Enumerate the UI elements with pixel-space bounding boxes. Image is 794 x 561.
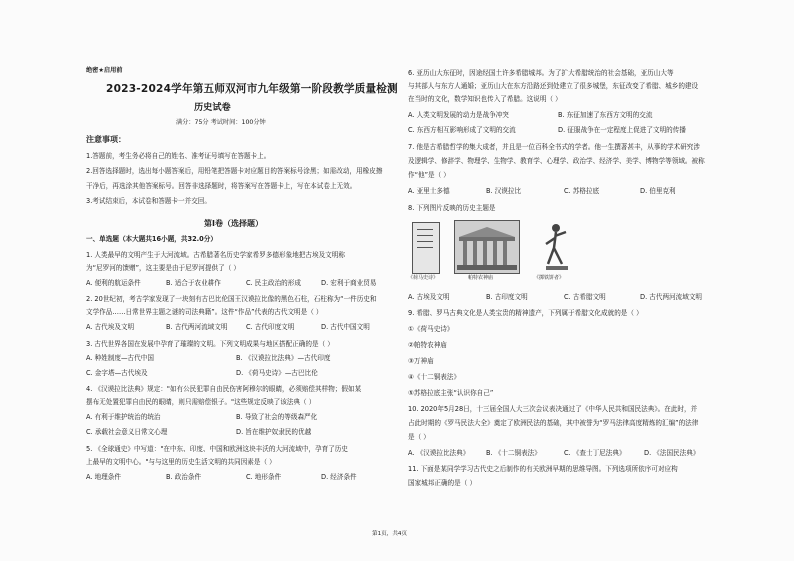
question-1-line: 为“尼罗河的馈赠”，这主要是由于尼罗河提供了（ ）	[86, 264, 240, 272]
question-10-line: 占此时期的《罗马民法大全》奠定了欧洲民法的基础，其中被誉为“罗马法律高度精炼的汇编”的法律	[408, 419, 699, 427]
question-2-line: 2. 20世纪初，考古学家发现了一块刻有古巴比伦国王汉谟拉比像的黑色石柱，石柱称为“一件历史和	[86, 295, 377, 303]
question-3-option-b[interactable]: B. 《汉谟拉比法典》—古代印度	[236, 354, 331, 362]
question-5-option-b[interactable]: B. 政治条件	[166, 473, 202, 481]
statue-icon	[542, 220, 572, 272]
question-7-line: 及逻辑学、修辞学、物理学、生物学、教育学、心理学、政治学、经济学、美学、博物学等领域。被称	[408, 157, 705, 165]
image-caption: 《掷铁饼者》	[534, 275, 565, 281]
question-4-line: 摆布无处置犯罪自由民的眼睛，则只需赔偿银子。"这些规定反映了该法典（ ）	[86, 398, 316, 406]
exam-title: 2023-2024学年第五师双河市九年级第一阶段教学质量检测	[106, 83, 398, 95]
note-item: 干净后，再选涂其他答案标号。回答非选择题时，将答案写在答题卡上，写在本试卷上无效。	[86, 182, 357, 190]
question-6-option-b[interactable]: B. 东征加速了东西方文明的交流	[558, 111, 653, 119]
question-3-option-c[interactable]: C. 金字塔—古代埃及	[86, 369, 148, 377]
question-4-line: 4. 《汉谟拉比法典》规定："如有公民犯罪自由民伤害阿穆尔的眼睛，必须赔偿其样物；假如某	[86, 385, 362, 393]
question-11-line: 11. 下面是某同学学习古代史之后制作的有关欧洲早期的思维导图。下列选项所依序可对应构	[408, 465, 678, 473]
question-7-option-b[interactable]: B. 汉谟拉比	[486, 187, 522, 195]
question-8-option-b[interactable]: B. 古印度文明	[486, 293, 528, 301]
question-7-option-d[interactable]: D. 伯里克利	[640, 187, 676, 195]
image-caption: 《荷马史诗》	[408, 275, 439, 281]
question-6-option-c[interactable]: C. 东西方相互影响形成了文明的交流	[408, 126, 516, 134]
question-10-line: 10. 2020年5月28日，十三届全国人大三次会议表决通过了《中华人民共和国民法典》。在此时，并	[408, 405, 698, 413]
question-7-line: 7. 他是古希腊哲学的集大成者，并且是一位百科全书式的学者。他一生撰著甚丰，从事的学术研究涉	[408, 143, 700, 151]
question-9-item: ①《荷马史诗》	[408, 325, 454, 333]
question-1-option-d[interactable]: D. 宏利于商业贸易	[321, 279, 377, 287]
question-1-option-a[interactable]: A. 便利的航运条件	[86, 279, 141, 287]
question-5-option-a[interactable]: A. 地理条件	[86, 473, 121, 481]
question-4-option-c[interactable]: C. 承载社会意义日常文心理	[86, 428, 168, 436]
question-7-line: 作“他”是（ ）	[408, 171, 450, 179]
question-5-option-c[interactable]: C. 地形条件	[246, 473, 282, 481]
question-10-option-b[interactable]: B. 《十二铜表法》	[486, 449, 541, 457]
question-8-line: 8. 下列图片反映的历史主题是	[408, 204, 496, 212]
question-7-option-a[interactable]: A. 亚里士多德	[408, 187, 450, 195]
question-2-line: 文学作品……日常世界主题之谜的司法典籍”。这件“作品”代表的古代文明是（ ）	[86, 308, 323, 316]
question-6-line: 与其部人与东方人通婚；亚历山大在东方沿路还到处建立了很多城堡，东征改变了希腊、城乡的建设	[408, 82, 699, 90]
question-3-option-d[interactable]: D. 《荷马史诗》—古巴比伦	[236, 369, 318, 377]
question-8-images	[408, 220, 708, 290]
note-item: 1.答题前，考生务必将自己的姓名、准考证号填写在答题卡上。	[86, 152, 271, 160]
question-6-option-d[interactable]: D. 征服战争在一定程度上促进了文明的传播	[558, 126, 686, 134]
part1-heading: 第Ⅰ卷（选择题）	[204, 219, 263, 228]
question-8-option-a[interactable]: A. 古埃及文明	[408, 293, 450, 301]
question-4-option-b[interactable]: B. 导致了社会的等级森严化	[236, 413, 318, 421]
question-5-line: 5. 《全球通史》中写道："在中东、印度、中国和欧洲这块丰沃的大河流域中，孕育了历史	[86, 445, 348, 453]
question-8-option-d[interactable]: D. 古代两河流域文明	[640, 293, 703, 301]
question-9-item: ③万神庙	[408, 357, 434, 365]
question-1-option-b[interactable]: B. 适合于农业耕作	[166, 279, 221, 287]
question-10-line: 是（ ）	[408, 433, 430, 441]
section-heading: 一、单选题（本大题共16小题，共32.0分）	[86, 235, 217, 243]
notes-heading: 注意事项：	[86, 135, 126, 144]
question-3-line: 3. 古代世界各国在发展中孕育了璀璨的文明。下列文明成果与地区搭配正确的是（ ）	[86, 340, 334, 348]
question-6-line: 6. 亚历山大东征时，因途经国土许多希腊城邦。为了扩大希腊统治的社会基础，亚历山大等	[408, 69, 674, 77]
question-2-option-c[interactable]: C. 古代印度文明	[246, 323, 295, 331]
question-8-option-c[interactable]: C. 古希腊文明	[564, 293, 606, 301]
image-caption: 帕特农神庙	[468, 275, 494, 281]
question-10-option-c[interactable]: C. 《查士丁尼法典》	[564, 449, 626, 457]
question-7-option-c[interactable]: C. 苏格拉底	[564, 187, 600, 195]
question-4-option-a[interactable]: A. 有利于维护统治的统治	[86, 413, 161, 421]
question-11-line: 国家城邦正确的是（ ）	[408, 479, 477, 487]
question-6-line: 在当时的文化，数学知识也传入了希腊。这说明（ ）	[408, 95, 562, 103]
question-6-option-a[interactable]: A. 人类文明发展的动力是战争冲突	[408, 111, 509, 119]
question-10-option-a[interactable]: A. 《汉谟拉比法典》	[408, 449, 470, 457]
secret-label: 绝密★启用前	[86, 67, 123, 74]
discobolus-image	[542, 220, 572, 272]
question-9-item: ②帕特农神庙	[408, 341, 447, 349]
homer-epic-image	[412, 222, 440, 274]
question-5-line: 上最早的文明中心。"与与这里的历史生活文明的共同因素是（ ）	[86, 458, 276, 466]
question-1-line: 1. 人类最早的文明产生于大河流域。古希腊著名历史学家希罗多德形象地把古埃及文明称	[86, 251, 345, 259]
page-footer: 第1页，共4页	[372, 531, 408, 537]
question-9-item: ⑤苏格拉底主张“认识你自己”	[408, 389, 494, 397]
question-9-item: ④《十二铜表法》	[408, 373, 461, 381]
subject-title: 历史试卷	[194, 102, 231, 113]
question-2-option-b[interactable]: B. 古代两河流域文明	[166, 323, 228, 331]
question-9-line: 9. 希腊、罗马古典文化是人类宝贵的精神遗产，下列属于希腊文化成就的是（ ）	[408, 309, 643, 317]
question-2-option-a[interactable]: A. 古代埃及文明	[86, 323, 135, 331]
parthenon-image	[454, 220, 520, 274]
exam-meta: 满分：75分 考试时间：100分钟	[176, 119, 266, 126]
temple-icon	[455, 221, 519, 273]
question-5-option-d[interactable]: D. 经济条件	[321, 473, 357, 481]
note-item: 2.回答选择题时，选出每小题答案后，用铅笔把答题卡对应题目的答案标号涂黑；如需改动，用橡皮擦	[86, 167, 383, 175]
question-10-option-d[interactable]: D. 《法国民法典》	[644, 449, 700, 457]
question-1-option-c[interactable]: C. 民主政治的形成	[246, 279, 301, 287]
question-2-option-d[interactable]: D. 古代中国文明	[321, 323, 370, 331]
note-item: 3.考试结束后，本试卷和答题卡一并交回。	[86, 197, 211, 205]
question-4-option-d[interactable]: D. 旨在维护奴隶民的优越	[236, 428, 312, 436]
question-3-option-a[interactable]: A. 种姓制度—古代中国	[86, 354, 154, 362]
